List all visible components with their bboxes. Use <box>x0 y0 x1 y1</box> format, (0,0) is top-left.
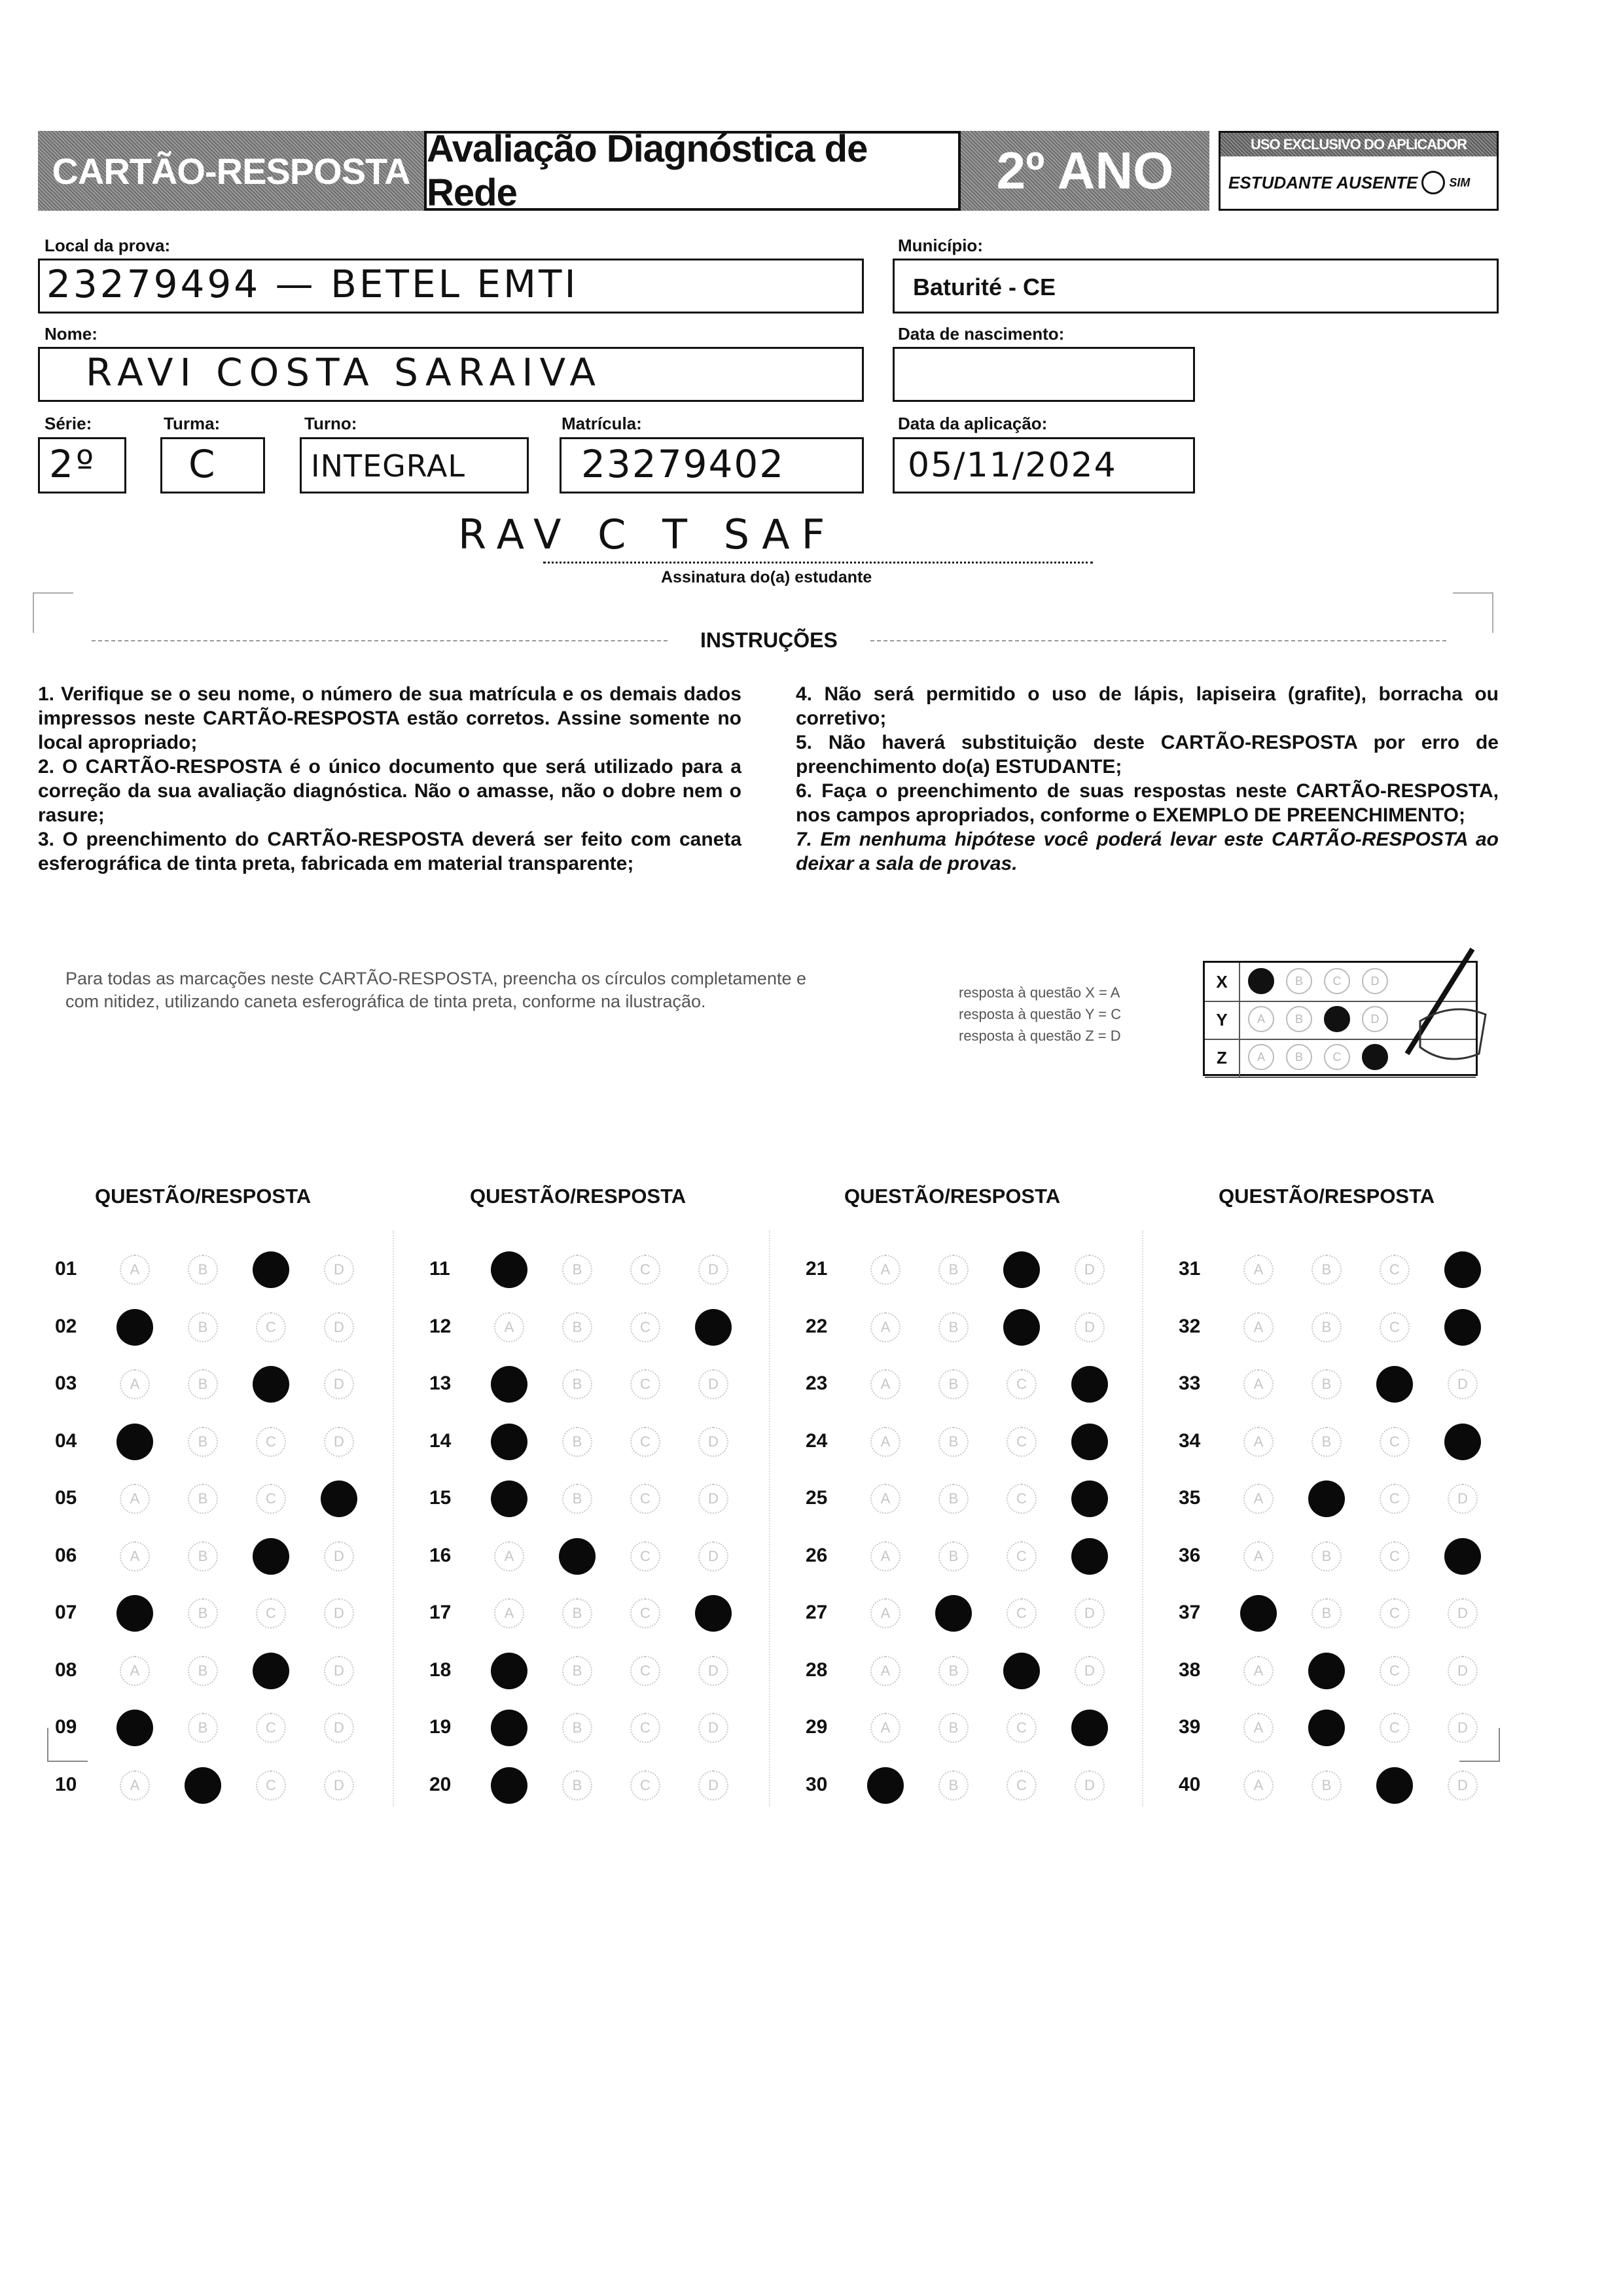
instruction-item: 5. Não haverá substituição deste CARTÃO-RESPOSTA por erro de preenchimento do(a) ESTUDANTE; <box>796 732 1499 778</box>
answer-column-header: QUESTÃO/RESPOSTA <box>95 1185 312 1208</box>
evaluation-title: Avaliação Diagnóstica de Rede <box>424 131 961 211</box>
turno-value: INTEGRAL <box>311 448 465 484</box>
local-value: 23279494 — BETEL EMTI <box>46 262 579 306</box>
registration-mark <box>1459 1728 1500 1762</box>
example-row-label: X <box>1205 963 1240 1001</box>
answer-bubble-33-a[interactable]: A <box>1243 1369 1274 1399</box>
answer-bubble-18-a[interactable] <box>491 1653 527 1689</box>
instruction-item: 7. Em nenhuma hipótese você poderá levar este CARTÃO-RESPOSTA ao deixar a sala de provas. <box>796 829 1499 874</box>
answer-bubble-19-d[interactable]: D <box>698 1713 728 1743</box>
answer-bubble-39-c[interactable]: C <box>1380 1713 1410 1743</box>
answer-bubble-14-d[interactable]: D <box>698 1427 728 1457</box>
answer-bubble-21-d[interactable]: D <box>1075 1255 1105 1285</box>
answer-bubble-05-d[interactable] <box>321 1480 357 1517</box>
example-bubble: C <box>1324 968 1350 994</box>
answer-bubble-39-a[interactable]: A <box>1243 1713 1274 1743</box>
signature-label: Assinatura do(a) estudante <box>661 568 872 586</box>
answer-bubble-01-b[interactable]: B <box>188 1255 218 1285</box>
answer-bubble-25-d[interactable] <box>1071 1480 1108 1517</box>
example-bubble: B <box>1286 1006 1312 1032</box>
answer-bubble-30-b[interactable]: B <box>938 1770 969 1801</box>
answer-bubble-02-d[interactable]: D <box>324 1312 354 1342</box>
answer-bubble-06-b[interactable]: B <box>188 1541 218 1571</box>
instruction-item: 2. O CARTÃO-RESPOSTA é o único documento que será utilizado para a correção da sua avaliação diagnóstica. Não o amasse, não o dobre nem o rasure; <box>38 756 741 826</box>
answer-bubble-24-c[interactable]: C <box>1007 1427 1037 1457</box>
absent-row <box>1228 171 1470 194</box>
turno-label: Turno: <box>304 414 357 433</box>
answer-bubble-23-b[interactable]: B <box>938 1369 969 1399</box>
question-number: 23 <box>806 1372 828 1394</box>
answer-bubble-05-b[interactable]: B <box>188 1484 218 1514</box>
question-number: 16 <box>429 1544 452 1566</box>
answer-bubble-04-b[interactable]: B <box>188 1427 218 1457</box>
question-number: 37 <box>1179 1602 1201 1623</box>
registration-mark <box>33 592 73 633</box>
answer-bubble-20-d[interactable]: D <box>698 1770 728 1801</box>
matricula-label: Matrícula: <box>562 414 642 433</box>
question-number: 35 <box>1179 1487 1201 1509</box>
question-number: 26 <box>806 1544 828 1566</box>
answer-bubble-23-a[interactable]: A <box>870 1369 901 1399</box>
answer-bubble-40-b[interactable]: B <box>1311 1770 1342 1801</box>
answer-bubble-31-a[interactable]: A <box>1243 1255 1274 1285</box>
answer-bubble-33-d[interactable]: D <box>1448 1369 1478 1399</box>
example-row-label: Y <box>1205 1001 1240 1039</box>
answer-bubble-02-b[interactable]: B <box>188 1312 218 1342</box>
answer-bubble-17-c[interactable]: C <box>630 1598 660 1628</box>
answer-bubble-38-b[interactable] <box>1308 1653 1345 1689</box>
local-label: Local da prova: <box>45 236 171 255</box>
answer-bubble-08-d[interactable]: D <box>324 1656 354 1686</box>
answer-bubble-16-a[interactable]: A <box>494 1541 524 1571</box>
question-number: 17 <box>429 1602 452 1623</box>
answer-bubble-17-a[interactable]: A <box>494 1598 524 1628</box>
turma-value: C <box>188 442 218 486</box>
nascimento-label: Data de nascimento: <box>898 324 1065 344</box>
answer-bubble-01-c[interactable] <box>253 1251 289 1288</box>
answer-bubble-40-d[interactable]: D <box>1448 1770 1478 1801</box>
answer-bubble-07-d[interactable]: D <box>324 1598 354 1628</box>
answer-bubble-36-d[interactable] <box>1444 1538 1481 1575</box>
question-number: 20 <box>429 1773 452 1795</box>
answer-bubble-37-d[interactable]: D <box>1448 1598 1478 1628</box>
answer-bubble-10-c[interactable]: C <box>256 1770 286 1801</box>
answer-bubble-13-b[interactable]: B <box>562 1369 592 1399</box>
question-number: 34 <box>1179 1429 1201 1452</box>
serie-field[interactable] <box>38 437 126 493</box>
answer-bubble-28-b[interactable]: B <box>938 1656 969 1686</box>
answer-bubble-01-d[interactable]: D <box>324 1255 354 1285</box>
answer-bubble-31-b[interactable]: B <box>1311 1255 1342 1285</box>
answer-bubble-11-c[interactable]: C <box>630 1255 660 1285</box>
example-bubble: A <box>1248 1044 1274 1070</box>
answer-bubble-24-b[interactable]: B <box>938 1427 969 1457</box>
signature-value: RAV C T SAF <box>458 511 837 558</box>
answer-column-header: QUESTÃO/RESPOSTA <box>470 1185 687 1208</box>
answer-bubble-15-d[interactable]: D <box>698 1484 728 1514</box>
answer-bubble-35-c[interactable]: C <box>1380 1484 1410 1514</box>
instructions-right <box>796 682 1499 876</box>
nome-label: Nome: <box>45 324 98 344</box>
question-number: 21 <box>806 1258 828 1280</box>
answer-bubble-24-a[interactable]: A <box>870 1427 901 1457</box>
instructions-title: INSTRUÇÕES <box>700 628 838 652</box>
answer-bubble-27-b[interactable] <box>935 1595 972 1632</box>
instruction-item: 1. Verifique se o seu nome, o número de sua matrícula e os demais dados impressos neste CARTÃO-RESPOSTA estão corretos. Assine somente no local apropriado; <box>38 683 741 753</box>
answer-bubble-27-d[interactable]: D <box>1075 1598 1105 1628</box>
example-bubble: B <box>1286 1044 1312 1070</box>
answer-bubble-08-b[interactable]: B <box>188 1656 218 1686</box>
hand-pen-illustration <box>1381 942 1492 1073</box>
answer-bubble-16-b[interactable] <box>559 1538 596 1575</box>
question-number: 39 <box>1179 1716 1201 1738</box>
answer-bubble-29-b[interactable]: B <box>938 1713 969 1743</box>
answer-bubble-05-a[interactable]: A <box>120 1484 150 1514</box>
answer-bubble-35-a[interactable]: A <box>1243 1484 1274 1514</box>
answer-bubble-26-d[interactable] <box>1071 1538 1108 1575</box>
answer-bubble-08-a[interactable]: A <box>120 1656 150 1686</box>
answer-bubble-12-d[interactable] <box>695 1309 732 1346</box>
example-bubble <box>1248 968 1274 994</box>
nome-value: RAVI COSTA SARAIVA <box>86 350 603 395</box>
answer-bubble-30-a[interactable] <box>867 1767 904 1804</box>
answer-bubble-05-c[interactable]: C <box>256 1484 286 1514</box>
example-bubble: C <box>1324 1044 1350 1070</box>
answer-bubble-06-c[interactable] <box>253 1538 289 1575</box>
question-number: 03 <box>55 1372 77 1394</box>
answer-bubble-38-d[interactable]: D <box>1448 1656 1478 1686</box>
answer-bubble-20-c[interactable]: C <box>630 1770 660 1801</box>
instruction-item: 4. Não será permitido o uso de lápis, lapiseira (grafite), borracha ou corretivo; <box>796 683 1499 729</box>
nome-field[interactable] <box>38 347 864 402</box>
answer-bubble-38-a[interactable]: A <box>1243 1656 1274 1686</box>
answer-bubble-14-b[interactable]: B <box>562 1427 592 1457</box>
municipio-label: Município: <box>898 236 983 255</box>
question-number: 22 <box>806 1315 828 1337</box>
example-legend <box>959 982 1121 1047</box>
answer-bubble-25-a[interactable]: A <box>870 1484 901 1514</box>
absent-checkbox[interactable] <box>1421 171 1445 194</box>
question-number: 18 <box>429 1659 452 1681</box>
divider <box>870 640 1446 641</box>
answer-bubble-19-a[interactable] <box>491 1710 527 1746</box>
answer-bubble-29-d[interactable] <box>1071 1710 1108 1746</box>
absent-label: ESTUDANTE AUSENTE <box>1228 172 1418 192</box>
answer-bubble-18-d[interactable]: D <box>698 1656 728 1686</box>
question-number: 27 <box>806 1602 828 1623</box>
answer-bubble-33-b[interactable]: B <box>1311 1369 1342 1399</box>
aplicacao-field[interactable] <box>893 437 1195 493</box>
column-separator <box>393 1230 394 1806</box>
answer-bubble-27-c[interactable]: C <box>1007 1598 1037 1628</box>
answer-bubble-39-d[interactable]: D <box>1448 1713 1478 1743</box>
answer-bubble-20-a[interactable] <box>491 1767 527 1804</box>
answer-bubble-30-c[interactable]: C <box>1007 1770 1037 1801</box>
answer-bubble-03-d[interactable]: D <box>324 1369 354 1399</box>
legend-line: resposta à questão Z = D <box>959 1028 1121 1044</box>
question-number: 40 <box>1179 1773 1201 1795</box>
question-number: 28 <box>806 1659 828 1681</box>
answer-bubble-36-c[interactable]: C <box>1380 1541 1410 1571</box>
answer-bubble-22-d[interactable]: D <box>1075 1312 1105 1342</box>
question-number: 06 <box>55 1544 77 1566</box>
municipio-field <box>893 259 1499 314</box>
answer-bubble-28-d[interactable]: D <box>1075 1656 1105 1686</box>
answer-bubble-15-c[interactable]: C <box>630 1484 660 1514</box>
answer-bubble-11-d[interactable]: D <box>698 1255 728 1285</box>
answer-bubble-01-a[interactable]: A <box>120 1255 150 1285</box>
registration-mark <box>1453 592 1493 633</box>
question-number: 32 <box>1179 1315 1201 1337</box>
answer-bubble-11-b[interactable]: B <box>562 1255 592 1285</box>
answer-bubble-40-a[interactable]: A <box>1243 1770 1274 1801</box>
answer-bubble-34-b[interactable]: B <box>1311 1427 1342 1457</box>
question-number: 12 <box>429 1315 452 1337</box>
answer-bubble-07-c[interactable]: C <box>256 1598 286 1628</box>
turma-label: Turma: <box>164 414 221 433</box>
answer-bubble-34-a[interactable]: A <box>1243 1427 1274 1457</box>
answer-bubble-14-c[interactable]: C <box>630 1427 660 1457</box>
answer-bubble-07-a[interactable] <box>116 1595 153 1632</box>
answer-bubble-06-a[interactable]: A <box>120 1541 150 1571</box>
answer-bubble-39-b[interactable] <box>1308 1710 1345 1746</box>
question-number: 08 <box>55 1659 77 1681</box>
example-row-label: Z <box>1205 1039 1240 1077</box>
answer-bubble-22-c[interactable] <box>1003 1309 1040 1346</box>
question-number: 38 <box>1179 1659 1201 1681</box>
answer-bubble-33-c[interactable] <box>1376 1366 1413 1403</box>
answer-bubble-09-b[interactable]: B <box>188 1713 218 1743</box>
answer-bubble-30-d[interactable]: D <box>1075 1770 1105 1801</box>
answer-bubble-22-a[interactable]: A <box>870 1312 901 1342</box>
question-number: 05 <box>55 1487 77 1509</box>
answer-bubble-04-c[interactable]: C <box>256 1427 286 1457</box>
answer-bubble-02-a[interactable] <box>116 1309 153 1346</box>
answer-bubble-28-a[interactable]: A <box>870 1656 901 1686</box>
legend-line: resposta à questão X = A <box>959 984 1120 1001</box>
example-bubble <box>1324 1006 1350 1032</box>
question-number: 13 <box>429 1372 452 1394</box>
question-number: 36 <box>1179 1544 1201 1566</box>
instruction-item: 6. Faça o preenchimento de suas respostas neste CARTÃO-RESPOSTA, nos campos apropriados, conforme o EXEMPLO DE PREENCHIMENTO; <box>796 780 1499 826</box>
answer-bubble-16-c[interactable]: C <box>630 1541 660 1571</box>
answer-bubble-29-a[interactable]: A <box>870 1713 901 1743</box>
matricula-value: 23279402 <box>581 442 785 486</box>
answer-column-header: QUESTÃO/RESPOSTA <box>1219 1185 1435 1208</box>
answer-bubble-03-b[interactable]: B <box>188 1369 218 1399</box>
instruction-item: 3. O preenchimento do CARTÃO-RESPOSTA deverá ser feito com caneta esferográfica de tinta preta, fabricada em material transparente; <box>38 829 741 874</box>
question-number: 02 <box>55 1315 77 1337</box>
question-number: 01 <box>55 1258 77 1280</box>
question-number: 33 <box>1179 1372 1201 1394</box>
answer-bubble-26-b[interactable]: B <box>938 1541 969 1571</box>
signature-line[interactable] <box>543 562 1093 564</box>
answer-bubble-19-b[interactable]: B <box>562 1713 592 1743</box>
answer-bubble-25-c[interactable]: C <box>1007 1484 1037 1514</box>
fill-instructions-note: Para todas as marcações neste CARTÃO-RESPOSTA, preencha os círculos completamente e com nitidez, utilizando caneta esferográfica de tinta preta, conforme na ilustração. <box>65 969 806 1011</box>
answer-bubble-02-c[interactable]: C <box>256 1312 286 1342</box>
answer-bubble-29-c[interactable]: C <box>1007 1713 1037 1743</box>
applicator-title: USO EXCLUSIVO DO APLICADOR <box>1221 133 1497 156</box>
answer-bubble-38-c[interactable]: C <box>1380 1656 1410 1686</box>
answer-bubble-34-c[interactable]: C <box>1380 1427 1410 1457</box>
answer-bubble-16-d[interactable]: D <box>698 1541 728 1571</box>
answer-bubble-36-a[interactable]: A <box>1243 1541 1274 1571</box>
answer-bubble-21-b[interactable]: B <box>938 1255 969 1285</box>
turma-field[interactable] <box>160 437 265 493</box>
question-number: 19 <box>429 1716 452 1738</box>
registration-mark <box>47 1728 88 1762</box>
answer-bubble-20-b[interactable]: B <box>562 1770 592 1801</box>
answer-bubble-21-a[interactable]: A <box>870 1255 901 1285</box>
answer-bubble-03-a[interactable]: A <box>120 1369 150 1399</box>
aplicacao-value: 05/11/2024 <box>908 446 1117 485</box>
answer-bubble-23-d[interactable] <box>1071 1366 1108 1403</box>
answer-bubble-03-c[interactable] <box>253 1366 289 1403</box>
answer-bubble-13-a[interactable] <box>491 1366 527 1403</box>
answer-bubble-25-b[interactable]: B <box>938 1484 969 1514</box>
answer-bubble-10-a[interactable]: A <box>120 1770 150 1801</box>
answer-bubble-18-b[interactable]: B <box>562 1656 592 1686</box>
answer-column-header: QUESTÃO/RESPOSTA <box>844 1185 1061 1208</box>
question-number: 31 <box>1179 1258 1201 1280</box>
example-bubble: D <box>1362 968 1388 994</box>
question-number: 29 <box>806 1716 828 1738</box>
answer-bubble-37-a[interactable] <box>1240 1595 1277 1632</box>
turno-field[interactable] <box>300 437 529 493</box>
question-number: 04 <box>55 1429 77 1452</box>
answer-bubble-12-c[interactable]: C <box>630 1312 660 1342</box>
answer-bubble-19-c[interactable]: C <box>630 1713 660 1743</box>
answer-bubble-35-b[interactable] <box>1308 1480 1345 1517</box>
question-number: 14 <box>429 1429 452 1452</box>
answer-bubble-23-c[interactable]: C <box>1007 1369 1037 1399</box>
answer-bubble-18-c[interactable]: C <box>630 1656 660 1686</box>
aplicacao-label: Data da aplicação: <box>898 414 1048 433</box>
answer-bubble-12-b[interactable]: B <box>562 1312 592 1342</box>
answer-bubble-04-d[interactable]: D <box>324 1427 354 1457</box>
column-separator <box>1142 1230 1143 1806</box>
answer-bubble-26-c[interactable]: C <box>1007 1541 1037 1571</box>
matricula-field[interactable] <box>560 437 864 493</box>
answer-bubble-04-a[interactable] <box>116 1424 153 1460</box>
answer-bubble-36-b[interactable]: B <box>1311 1541 1342 1571</box>
answer-bubble-14-a[interactable] <box>491 1424 527 1460</box>
answer-bubble-37-c[interactable]: C <box>1380 1598 1410 1628</box>
answer-bubble-09-d[interactable]: D <box>324 1713 354 1743</box>
column-separator <box>769 1230 770 1806</box>
answer-bubble-17-b[interactable]: B <box>562 1598 592 1628</box>
answer-bubble-13-d[interactable]: D <box>698 1369 728 1399</box>
answer-bubble-28-c[interactable] <box>1003 1653 1040 1689</box>
answer-bubble-32-c[interactable]: C <box>1380 1312 1410 1342</box>
question-number: 30 <box>806 1773 828 1795</box>
answer-bubble-08-c[interactable] <box>253 1653 289 1689</box>
question-number: 10 <box>55 1773 77 1795</box>
answer-bubble-09-a[interactable] <box>116 1710 153 1746</box>
serie-value: 2º <box>49 442 97 486</box>
answer-bubble-10-b[interactable] <box>185 1767 221 1804</box>
question-number: 15 <box>429 1487 452 1509</box>
example-bubble: A <box>1248 1006 1274 1032</box>
answer-bubble-32-b[interactable]: B <box>1311 1312 1342 1342</box>
answer-bubble-40-c[interactable] <box>1376 1767 1413 1804</box>
example-bubble: D <box>1362 1006 1388 1032</box>
absent-sim-label: SIM <box>1449 175 1471 189</box>
answer-bubble-17-d[interactable] <box>695 1595 732 1632</box>
example-bubble: B <box>1286 968 1312 994</box>
applicator-box <box>1219 131 1499 211</box>
serie-label: Série: <box>45 414 92 433</box>
answer-bubble-06-d[interactable]: D <box>324 1541 354 1571</box>
question-number: 11 <box>429 1258 450 1280</box>
nascimento-field[interactable] <box>893 347 1195 402</box>
answer-bubble-15-a[interactable] <box>491 1480 527 1517</box>
question-number: 09 <box>55 1716 77 1738</box>
municipio-value: Baturité - CE <box>913 274 1056 300</box>
answer-bubble-34-d[interactable] <box>1444 1424 1481 1460</box>
question-number: 24 <box>806 1429 828 1452</box>
legend-line: resposta à questão Y = C <box>959 1006 1122 1022</box>
card-title-badge: CARTÃO-RESPOSTA <box>38 131 424 211</box>
grade-badge: 2º ANO <box>961 131 1209 211</box>
answer-bubble-13-c[interactable]: C <box>630 1369 660 1399</box>
answer-bubble-32-d[interactable] <box>1444 1309 1481 1346</box>
answer-bubble-31-d[interactable] <box>1444 1251 1481 1288</box>
answer-bubble-09-c[interactable]: C <box>256 1713 286 1743</box>
answer-bubble-26-a[interactable]: A <box>870 1541 901 1571</box>
answer-bubble-31-c[interactable]: C <box>1380 1255 1410 1285</box>
answer-bubble-11-a[interactable] <box>491 1251 527 1288</box>
answer-bubble-07-b[interactable]: B <box>188 1598 218 1628</box>
answer-bubble-32-a[interactable]: A <box>1243 1312 1274 1342</box>
answer-bubble-15-b[interactable]: B <box>562 1484 592 1514</box>
answer-bubble-37-b[interactable]: B <box>1311 1598 1342 1628</box>
answer-bubble-12-a[interactable]: A <box>494 1312 524 1342</box>
answer-bubble-27-a[interactable]: A <box>870 1598 901 1628</box>
answer-bubble-10-d[interactable]: D <box>324 1770 354 1801</box>
answer-bubble-35-d[interactable]: D <box>1448 1484 1478 1514</box>
answer-bubble-24-d[interactable] <box>1071 1424 1108 1460</box>
question-number: 25 <box>806 1487 828 1509</box>
divider <box>92 640 668 641</box>
question-number: 07 <box>55 1602 77 1623</box>
instructions-left <box>38 682 741 876</box>
answer-bubble-21-c[interactable] <box>1003 1251 1040 1288</box>
local-field[interactable] <box>38 259 864 314</box>
answer-bubble-22-b[interactable]: B <box>938 1312 969 1342</box>
